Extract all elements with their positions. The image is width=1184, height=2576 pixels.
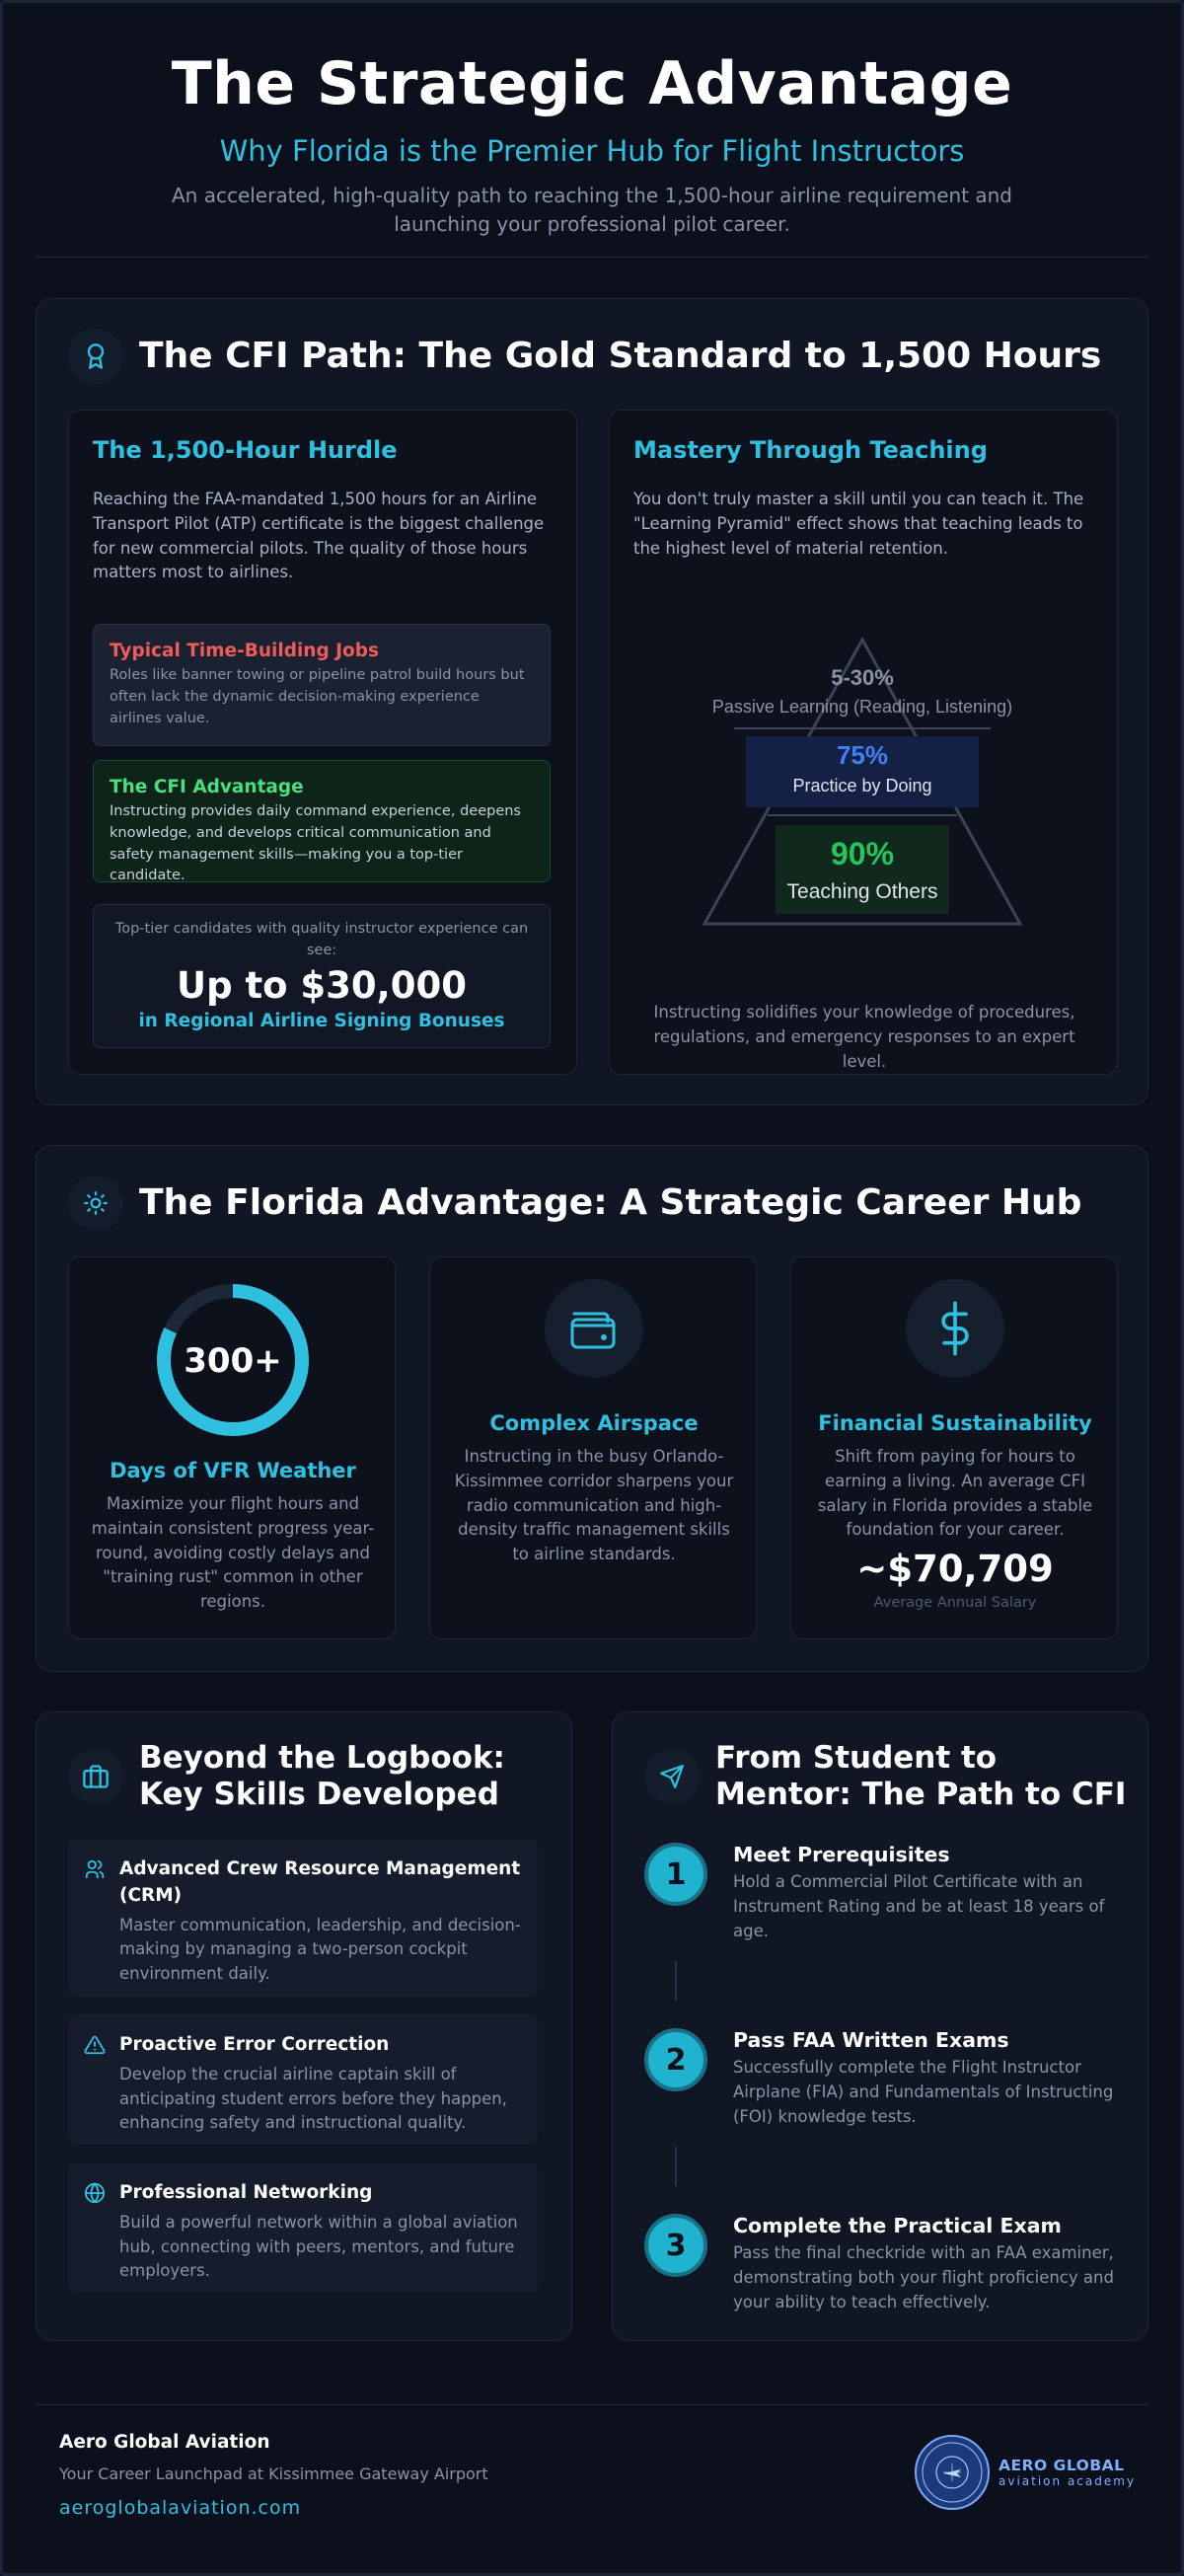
step-title: Meet Prerequisites xyxy=(733,1843,950,1866)
salary-value: ~$70,709 xyxy=(856,1548,1054,1590)
logo-name: AERO GLOBAL xyxy=(999,2457,1125,2474)
cfi-path-title: The CFI Path: The Gold Standard to 1,500 Hours xyxy=(139,336,1102,377)
footer-logo xyxy=(914,2434,1136,2511)
weather-title: Days of VFR Weather xyxy=(110,1459,356,1482)
users-icon xyxy=(84,1856,119,1979)
learning-pyramid xyxy=(610,411,1119,1076)
warning-icon xyxy=(84,2032,119,2127)
weather-text: Maximize your flight hours and maintain consistent progress year-round, avoiding costly delays and "training rust" common in other regions. xyxy=(91,1494,375,1611)
page-subtitle: Why Florida is the Premier Hub for Flight Instructors xyxy=(219,134,965,168)
skill-title: Advanced Crew Resource Management (CRM) xyxy=(119,1858,521,1906)
skills-title: Beyond the Logbook: Key Skills Developed xyxy=(139,1740,505,1813)
weather-ring xyxy=(69,1271,397,1449)
skill-text: Build a powerful network within a global aviation hub, connecting with peers, mentors, and future employers. xyxy=(119,2212,518,2281)
airspace-card xyxy=(429,1256,757,1639)
step-connector xyxy=(675,2147,677,2186)
step-title: Complete the Practical Exam xyxy=(733,2214,1062,2237)
page-header xyxy=(0,49,1184,239)
page-description: An accelerated, high-quality path to reaching the 1,500-hour airline requirement and launching your professional pilot career. xyxy=(171,184,1013,236)
footer-url-link[interactable]: aeroglobalaviation.com xyxy=(59,2497,302,2519)
financial-card xyxy=(790,1256,1118,1639)
path-title: From Student to Mentor: The Path to CFI xyxy=(715,1740,1127,1813)
signing-bonus-box xyxy=(93,904,551,1048)
skill-item-crm xyxy=(68,1839,538,1997)
step-text: Pass the final checkride with an FAA examiner, demonstrating both your flight proficiency and your ability to teach effectively. xyxy=(733,2243,1114,2311)
pyramid-middle-percent: 75% xyxy=(836,740,889,770)
cfi-path-section xyxy=(36,298,1148,1105)
award-icon xyxy=(68,329,123,384)
footer-divider xyxy=(36,2404,1148,2405)
mastery-title: Mastery Through Teaching xyxy=(633,436,988,464)
pyramid-middle-label: Practice by Doing xyxy=(792,776,932,796)
skills-section xyxy=(36,1711,572,2341)
wallet-icon xyxy=(545,1279,643,1378)
pyramid-bottom-percent: 90% xyxy=(830,836,895,871)
dollar-icon xyxy=(906,1279,1004,1378)
typical-jobs-title: Typical Time-Building Jobs xyxy=(110,641,380,661)
path-section xyxy=(612,1711,1148,2341)
page-title: The Strategic Advantage xyxy=(171,49,1013,118)
step-connector xyxy=(675,1961,677,2001)
salary-label: Average Annual Salary xyxy=(873,1595,1037,1611)
header-divider xyxy=(36,257,1148,258)
skill-title: Proactive Error Correction xyxy=(119,2034,390,2055)
pyramid-top-label: Passive Learning (Reading, Listening) xyxy=(711,697,1013,717)
step-2 xyxy=(644,2028,1118,2129)
step-1 xyxy=(644,1843,1118,1943)
skill-item-networking xyxy=(68,2162,538,2293)
cfi-advantage-box xyxy=(93,760,551,882)
skill-title: Professional Networking xyxy=(119,2182,373,2203)
airspace-title: Complex Airspace xyxy=(489,1411,699,1435)
bonus-intro: Top-tier candidates with quality instructor experience can see: xyxy=(114,921,529,958)
logo-seal xyxy=(914,2434,991,2511)
mastery-footer: Instructing solidifies your knowledge of procedures, regulations, and emergency responses to an expert level. xyxy=(653,1003,1075,1071)
bonus-label: in Regional Airline Signing Bonuses xyxy=(138,1010,505,1031)
skill-text: Develop the crucial airline captain skill of anticipating student errors before they happen, enhancing safety and instructional quality. xyxy=(119,2064,508,2133)
financial-title: Financial Sustainability xyxy=(818,1411,1092,1435)
bonus-amount: Up to $30,000 xyxy=(177,963,467,1007)
cfi-advantage-text: Instructing provides daily command experience, deepens knowledge, and develops critical communication and safety management skills—making you a top-tier candidate. xyxy=(110,803,521,884)
step-3 xyxy=(644,2214,1118,2314)
briefcase-icon xyxy=(68,1749,123,1804)
weather-card xyxy=(68,1256,396,1639)
typical-jobs-text: Roles like banner towing or pipeline patrol build hours but often lack the dynamic decision-making experience airlines value. xyxy=(110,667,525,726)
hurdle-card xyxy=(68,410,577,1075)
step-number: 2 xyxy=(644,2028,707,2091)
step-text: Hold a Commercial Pilot Certificate with an Instrument Rating and be at least 18 years of age. xyxy=(733,1872,1105,1940)
pyramid-top-percent: 5-30% xyxy=(831,665,894,690)
hurdle-title: The 1,500-Hour Hurdle xyxy=(93,436,398,464)
pyramid-bottom-label: Teaching Others xyxy=(786,880,938,903)
sun-icon xyxy=(68,1175,123,1231)
mastery-text: You don't truly master a skill until you can teach it. The "Learning Pyramid" effect shows that teaching leads to the highest level of material retention. xyxy=(633,490,1084,558)
financial-text: Shift from paying for hours to earning a living. An average CFI salary in Florida provides a stable foundation for your career. xyxy=(817,1447,1093,1540)
footer-tagline: Your Career Launchpad at Kissimmee Gateway Airport xyxy=(59,2464,488,2483)
step-title: Pass FAA Written Exams xyxy=(733,2028,1009,2052)
skill-text: Master communication, leadership, and decision-making by managing a two-person cockpit environment daily. xyxy=(119,1915,521,1984)
mastery-card xyxy=(609,410,1118,1075)
globe-icon xyxy=(84,2180,119,2275)
step-text: Successfully complete the Flight Instructor Airplane (FIA) and Fundamentals of Instructing (FOI) knowledge tests. xyxy=(733,2058,1114,2126)
hurdle-text: Reaching the FAA-mandated 1,500 hours for an Airline Transport Pilot (ATP) certificate is the biggest challenge for new commercial pilots. The quality of those hours matters most to airlines. xyxy=(93,490,545,582)
cfi-advantage-title: The CFI Advantage xyxy=(110,777,304,797)
typical-jobs-box xyxy=(93,624,551,746)
airspace-text: Instructing in the busy Orlando-Kissimmee corridor sharpens your radio communication and high-density traffic management skills to airline standards. xyxy=(454,1447,734,1563)
footer xyxy=(59,2432,488,2519)
skill-item-error-correction xyxy=(68,2014,538,2145)
florida-title: The Florida Advantage: A Strategic Career Hub xyxy=(139,1182,1082,1224)
logo-subtitle: aviation academy xyxy=(999,2474,1137,2488)
florida-section xyxy=(36,1145,1148,1672)
send-icon xyxy=(644,1749,700,1804)
weather-value: 300+ xyxy=(184,1341,282,1381)
footer-company: Aero Global Aviation xyxy=(59,2432,270,2453)
step-number: 3 xyxy=(644,2214,707,2277)
step-number: 1 xyxy=(644,1843,707,1906)
